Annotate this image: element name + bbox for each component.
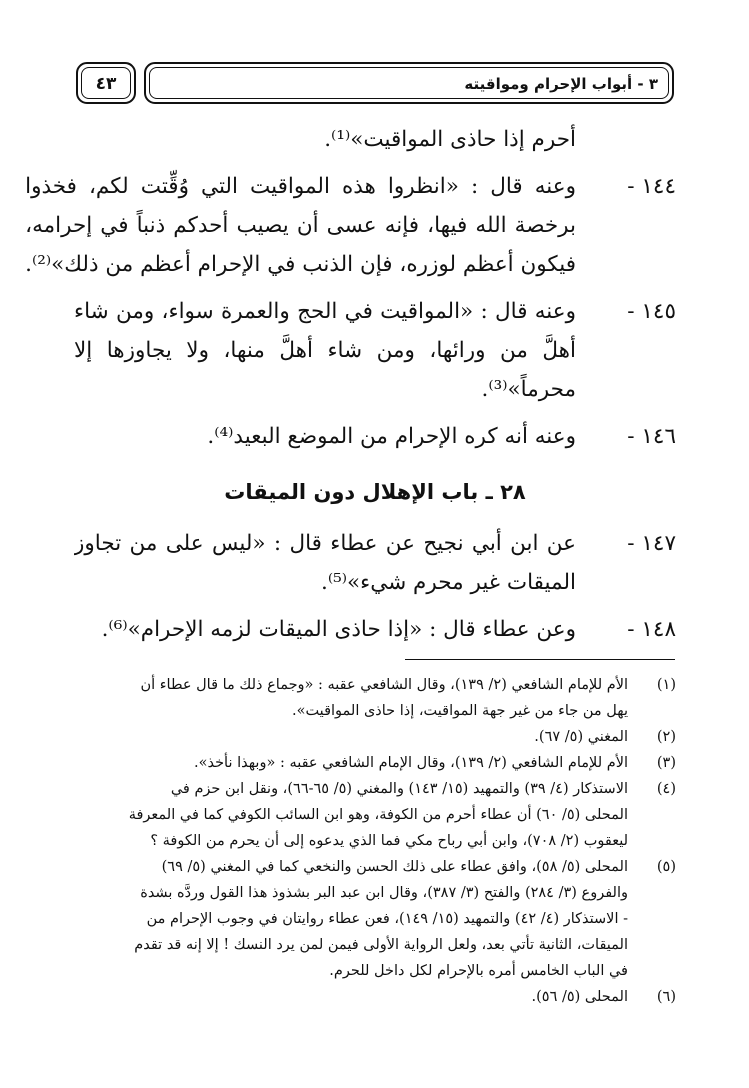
footnote-3 [74, 750, 676, 776]
footnote-line: - الاستذكار (٤/ ٤٢) والتمهيد (١٥/ ١٤٩)، فعن عطاء روايتان في وجوب الإحرام من [146, 911, 628, 927]
footnote-5 [74, 854, 676, 984]
narration-number: ١٤٦ - [627, 424, 676, 449]
continuation-paragraph [74, 120, 676, 159]
footnote-line: المحلى (٥/ ٥٦). [531, 989, 628, 1005]
text-line: برخصة الله فيها، فإنه عسى أن يصيب أحدكم ذنباً في إحرامه، [25, 213, 576, 238]
footnote-number: (٥) [656, 859, 676, 875]
narration-148 [74, 610, 676, 649]
footnote-line: والفروع (٣/ ٢٨٤) والفتح (٣/ ٣٨٧)، وقال ابن عبد البر بشذوذ هذا القول وردَّه بشدة [140, 885, 628, 901]
narration-144 [25, 167, 676, 284]
footnote-line: الميقات، الثانية تأتي بعد، ولعل الرواية الأولى فيمن لمن يرد النسك ! إلا إنه قد تقدم [134, 937, 628, 953]
chapter-heading: ٢٨ ـ باب الإهلال دون الميقات [224, 480, 526, 504]
footnotes [74, 672, 676, 1010]
footnote-line: المحلى (٥/ ٦٠) أن عطاء أحرم من الكوفة، وهو ابن السائب الكوفي كما في المعرفة [128, 807, 628, 823]
page-number: ٤٣ [95, 74, 117, 94]
text-line: فيكون أعظم لوزره، فإن الذنب في الإحرام أعظم من ذلك»⁽²⁾. [25, 252, 576, 277]
footnote-line: الأم للإمام الشافعي (٢/ ١٣٩)، وقال الإمام الشافعي عقبه : «وبهذا نأخذ». [193, 755, 628, 771]
narration-number: ١٤٤ - [627, 174, 676, 199]
footnote-number: (١) [656, 677, 676, 693]
page-number-box [76, 62, 136, 104]
text-line: وعن عطاء قال : «إذا حاذى الميقات لزمه الإحرام»⁽⁶⁾. [101, 617, 576, 642]
footnote-6 [74, 984, 676, 1010]
footnote-number: (٣) [656, 755, 676, 771]
narration-146 [74, 417, 676, 456]
continuation-line: أحرم إذا حاذى المواقيت»⁽¹⁾. [324, 127, 576, 152]
narration-number: ١٤٨ - [627, 617, 676, 642]
text-line: وعنه قال : «انظروا هذه المواقيت التي وُقِّتت لكم، فخذوا [25, 174, 576, 199]
footnote-2 [74, 724, 676, 750]
page-header [76, 62, 674, 112]
footnote-line: في الباب الخامس أمره بالإحرام لكل داخل للحرم. [329, 963, 628, 979]
narration-number: ١٤٥ - [627, 299, 676, 324]
narration-145 [74, 292, 676, 409]
footnote-line: يهل من جاء من غير جهة المواقيت، إذا حاذى المواقيت». [291, 703, 628, 719]
text-line: محرماً»⁽³⁾. [481, 377, 576, 402]
text-line: أهلَّ من ورائها، ومن شاء أهلَّ منها، ولا يجاوزها إلا [74, 338, 576, 363]
text-line: وعنه قال : «المواقيت في الحج والعمرة سواء، ومن شاء [74, 299, 576, 324]
footnote-line: الأم للإمام الشافعي (٢/ ١٣٩)، وقال الشافعي عقبه : «وجماع ذلك ما قال عطاء أن [140, 677, 628, 693]
main-text [25, 120, 676, 649]
chapter-title: ٣ - أبواب الإحرام ومواقيته [464, 75, 658, 93]
narration-147 [74, 524, 676, 602]
footnote-1 [74, 672, 676, 724]
footnote-4 [74, 776, 676, 854]
footnote-line: ليعقوب (٢/ ٧٠٨)، وابن أبي رباح مكي فما الذي يدعوه إلى أن يحرم من الكوفة ؟ [150, 833, 628, 849]
narration-number: ١٤٧ - [627, 531, 676, 556]
footnote-line: المحلى (٥/ ٥٨)، وافق عطاء على ذلك الحسن والنخعي كما في المغني (٥/ ٦٩) [161, 859, 628, 875]
chapter-title-box [144, 62, 674, 104]
footnote-number: (٢) [656, 729, 676, 745]
footnote-number: (٤) [656, 781, 676, 797]
text-line: عن ابن أبي نجيح عن عطاء قال : «ليس على من تجاوز [74, 531, 576, 556]
footnote-number: (٦) [656, 989, 676, 1005]
footnote-separator [405, 659, 675, 660]
footnote-line: الاستذكار (٤/ ٣٩) والتمهيد (١٥/ ١٤٣) والمغني (٥/ ٦٥-٦٦)، ونقل ابن حزم في [170, 781, 628, 797]
text-line: وعنه أنه كره الإحرام من الموضع البعيد⁽⁴⁾. [207, 424, 576, 449]
footnote-line: المغني (٥/ ٦٧). [534, 729, 628, 745]
text-line: الميقات غير محرم شيء»⁽⁵⁾. [320, 570, 576, 595]
